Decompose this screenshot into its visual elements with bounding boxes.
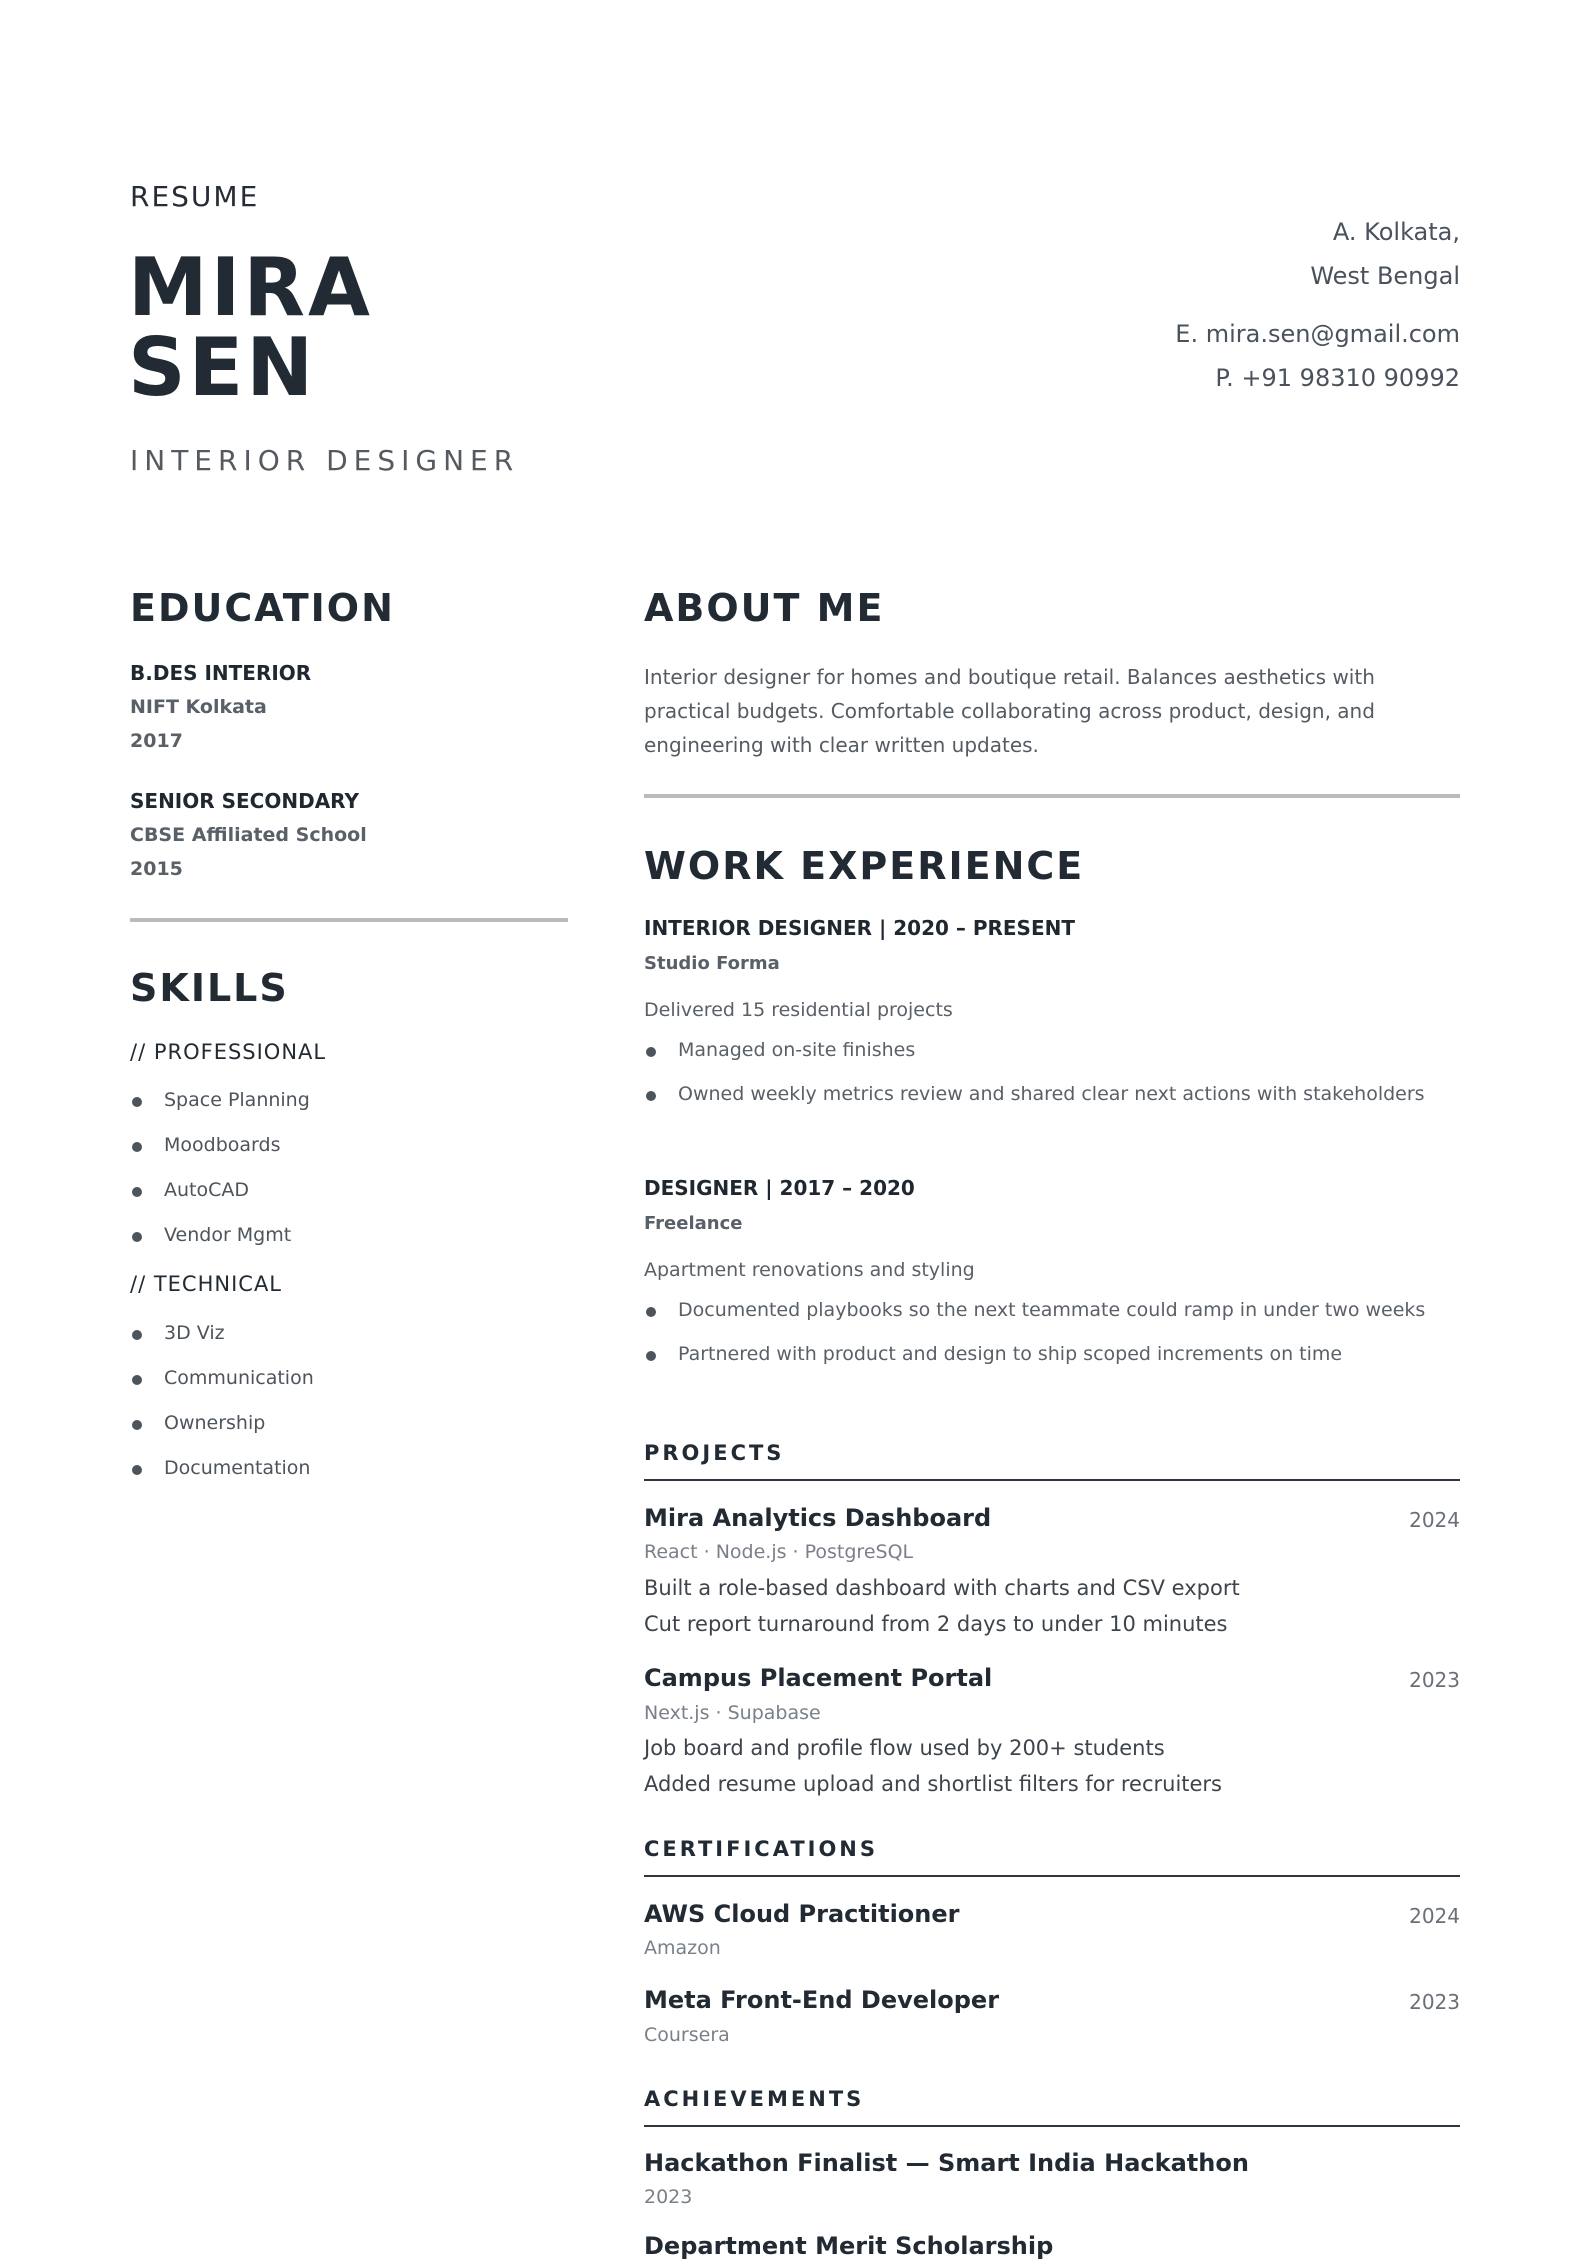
certification-issuer: Coursera (644, 2024, 730, 2046)
job-entry (644, 913, 1464, 1123)
projects-heading: PROJECTS (644, 1441, 785, 1465)
skills-technical-label: // TECHNICAL (130, 1272, 283, 1296)
about-text: Interior designer for homes and boutique retail. Balances aesthetics with practical budgets. Comfortable collaborating across product, design, and engineering with clear written updates. (644, 665, 1375, 757)
job-bullets (644, 1295, 1464, 1383)
job-company: Studio Forma (644, 953, 780, 974)
job-company: Freelance (644, 1213, 743, 1234)
divider (644, 794, 1460, 798)
job-summary: Delivered 15 residential projects (644, 999, 953, 1021)
job-entry (644, 1173, 1464, 1383)
year: 2015 (130, 858, 183, 880)
certification-year: 2023 (1409, 1990, 1460, 2014)
job-title: DESIGNER | 2017 – 2020 (644, 1176, 915, 1200)
achievement-year: 2023 (644, 2186, 693, 2208)
skill-item: Ownership (130, 1408, 314, 1453)
skill-item: Vendor Mgmt (130, 1220, 310, 1265)
education-item (130, 784, 570, 886)
skills-heading: SKILLS (130, 966, 289, 1010)
divider (644, 1479, 1460, 1481)
skill-item: 3D Viz (130, 1318, 314, 1363)
technical-skills-list (130, 1318, 314, 1498)
last-name: SEN (128, 321, 317, 414)
certification-year: 2024 (1409, 1904, 1460, 1928)
skill-item: AutoCAD (130, 1175, 310, 1220)
job-title: INTERIOR DESIGNER | 2020 – PRESENT (644, 916, 1076, 940)
project-year: 2024 (1409, 1508, 1460, 1532)
email-text: E. mira.sen@gmail.com (1175, 320, 1460, 348)
divider (130, 918, 568, 922)
project-line: Cut report turnaround from 2 days to under 10 minutes (644, 1612, 1228, 1636)
certification-title: Meta Front-End Developer (644, 1986, 1000, 2014)
degree: SENIOR SECONDARY (130, 789, 359, 813)
certification-issuer: Amazon (644, 1937, 721, 1959)
work-heading: WORK EXPERIENCE (644, 844, 1085, 888)
achievements-heading: ACHIEVEMENTS (644, 2087, 865, 2111)
degree: B.DES INTERIOR (130, 661, 312, 685)
divider (644, 1875, 1460, 1877)
project-line: Job board and profile flow used by 200+ students (644, 1736, 1165, 1760)
skill-item: Space Planning (130, 1085, 310, 1130)
skill-item: Communication (130, 1363, 314, 1408)
achievement-title: Hackathon Finalist — Smart India Hackathon (644, 2149, 1249, 2177)
job-bullet: Owned weekly metrics review and shared clear next actions with stakeholders (644, 1079, 1464, 1123)
candidate-role: INTERIOR DESIGNER (130, 444, 520, 477)
contact-block (1175, 210, 1460, 400)
project-line: Added resume upload and shortlist filters for recruiters (644, 1772, 1223, 1796)
achievement-title: Department Merit Scholarship (644, 2232, 1054, 2260)
phone-text: P. +91 98310 90992 (1215, 364, 1460, 392)
resume-label: RESUME (130, 180, 260, 213)
project-year: 2023 (1409, 1668, 1460, 1692)
skill-item: Documentation (130, 1453, 314, 1498)
education-heading: EDUCATION (130, 586, 395, 630)
certification-title: AWS Cloud Practitioner (644, 1900, 960, 1928)
school: CBSE Affiliated School (130, 824, 367, 846)
project-line: Built a role-based dashboard with charts and CSV export (644, 1576, 1240, 1600)
job-bullets (644, 1035, 1464, 1123)
skills-professional-label: // PROFESSIONAL (130, 1040, 327, 1064)
about-heading: ABOUT ME (644, 586, 885, 630)
project-stack: Next.js · Supabase (644, 1702, 821, 1724)
job-bullet: Partnered with product and design to ship scoped increments on time (644, 1339, 1464, 1383)
candidate-name (128, 241, 373, 414)
year: 2017 (130, 730, 183, 752)
job-bullet: Documented playbooks so the next teammate could ramp in under two weeks (644, 1295, 1464, 1339)
school: NIFT Kolkata (130, 696, 267, 718)
address-line-1: A. Kolkata, (1332, 218, 1460, 246)
professional-skills-list (130, 1085, 310, 1265)
certifications-heading: CERTIFICATIONS (644, 1837, 879, 1861)
project-title: Mira Analytics Dashboard (644, 1504, 992, 1532)
education-item (130, 656, 570, 758)
address-line-2: West Bengal (1310, 262, 1460, 290)
project-stack: React · Node.js · PostgreSQL (644, 1541, 914, 1563)
project-title: Campus Placement Portal (644, 1664, 993, 1692)
divider (644, 2125, 1460, 2127)
first-name: MIRA (128, 241, 373, 334)
skill-item: Moodboards (130, 1130, 310, 1175)
job-bullet: Managed on-site finishes (644, 1035, 1464, 1079)
job-summary: Apartment renovations and styling (644, 1259, 975, 1281)
